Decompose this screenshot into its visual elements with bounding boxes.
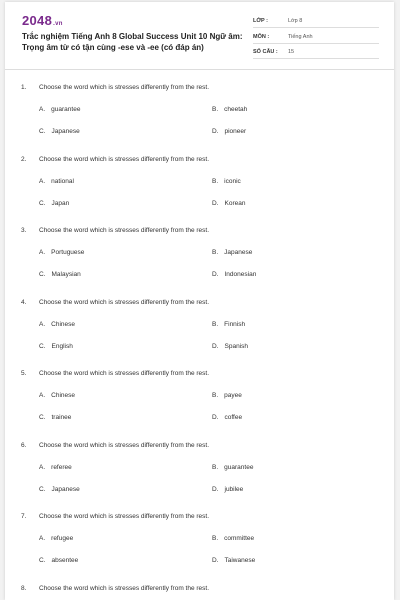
option-text: iconic xyxy=(224,177,241,185)
option-text: trainee xyxy=(51,414,72,421)
answer-option[interactable] xyxy=(212,343,248,350)
meta-subject-label: MÔN : xyxy=(253,34,270,40)
option-letter: B. xyxy=(212,106,219,113)
question-text: Choose the word which is stresses differently from the rest. xyxy=(39,84,210,91)
answer-option[interactable] xyxy=(39,271,81,278)
option-text: payee xyxy=(224,392,242,399)
meta-count-label: SỐ CÂU : xyxy=(253,49,278,55)
answer-option[interactable] xyxy=(212,414,242,421)
option-letter: A. xyxy=(39,106,46,113)
quiz-title: Trắc nghiệm Tiếng Anh 8 Global Success Unit 10 Ngữ âm: Trọng âm từ có tận cùng -ese và -ee (có đáp án) xyxy=(22,32,243,52)
quiz-header xyxy=(5,2,394,67)
question-text: Choose the word which is stresses differently from the rest. xyxy=(39,227,210,234)
meta-subject xyxy=(253,30,379,44)
header-divider xyxy=(5,69,394,70)
option-text: Japan xyxy=(51,199,70,207)
quiz-page xyxy=(5,2,394,600)
answer-option[interactable] xyxy=(212,200,245,207)
answer-option[interactable] xyxy=(212,392,242,399)
question-text: Choose the word which is stresses differently from the rest. xyxy=(39,370,210,377)
meta-class-label: LỚP : xyxy=(253,18,268,24)
option-letter: B. xyxy=(212,535,219,542)
option-letter: A. xyxy=(39,535,46,542)
question-text: Choose the word which is stresses differently from the rest. xyxy=(39,584,210,592)
answer-option[interactable] xyxy=(39,414,71,421)
answer-option[interactable] xyxy=(212,486,243,493)
option-letter: D. xyxy=(212,199,219,207)
option-letter: D. xyxy=(212,128,219,135)
option-letter: D. xyxy=(212,342,219,350)
question-number: 8. xyxy=(21,584,27,592)
site-logo[interactable] xyxy=(22,13,63,28)
question-number: 6. xyxy=(21,441,27,449)
logo-suffix: .vn xyxy=(53,21,63,27)
option-text: English xyxy=(51,342,73,350)
option-letter: C. xyxy=(39,414,46,421)
question-number: 7. xyxy=(21,513,27,520)
answer-option[interactable] xyxy=(212,464,253,471)
answer-option[interactable] xyxy=(212,321,245,328)
answer-option[interactable] xyxy=(39,557,78,564)
option-text: referee xyxy=(51,463,72,471)
option-text: Chinese xyxy=(51,320,76,328)
option-letter: B. xyxy=(212,177,219,185)
answer-option[interactable] xyxy=(39,392,75,399)
question-text: Choose the word which is stresses differently from the rest. xyxy=(39,298,210,306)
answer-option[interactable] xyxy=(212,271,256,278)
answer-option[interactable] xyxy=(212,178,241,185)
answer-option[interactable] xyxy=(39,128,80,135)
option-text: jubilee xyxy=(224,485,244,493)
question-text: Choose the word which is stresses differently from the rest. xyxy=(39,513,210,520)
option-letter: C. xyxy=(39,128,46,135)
option-letter: D. xyxy=(212,271,219,278)
option-letter: A. xyxy=(39,177,46,185)
logo-text: 2048 xyxy=(22,13,53,28)
question-number: 1. xyxy=(21,84,27,91)
option-text: Finnish xyxy=(224,320,246,328)
answer-option[interactable] xyxy=(39,200,69,207)
option-letter: B. xyxy=(212,249,219,256)
option-letter: A. xyxy=(39,392,46,399)
option-letter: D. xyxy=(212,414,219,421)
answer-option[interactable] xyxy=(212,249,252,256)
question-number: 4. xyxy=(21,298,27,306)
option-text: guarantee xyxy=(224,463,254,471)
option-letter: C. xyxy=(39,557,46,564)
option-text: Chinese xyxy=(51,392,76,399)
option-text: Spanish xyxy=(224,342,248,350)
option-letter: C. xyxy=(39,271,46,278)
answer-option[interactable] xyxy=(212,535,254,542)
answer-option[interactable] xyxy=(39,178,74,185)
question-number: 5. xyxy=(21,370,27,377)
answer-option[interactable] xyxy=(39,535,73,542)
option-text: cheetah xyxy=(224,106,248,113)
meta-count xyxy=(253,45,379,59)
option-text: pioneer xyxy=(224,128,247,135)
meta-class-value: Lớp 8 xyxy=(288,18,303,24)
answer-option[interactable] xyxy=(39,321,75,328)
option-text: Japanese xyxy=(51,485,80,493)
answer-option[interactable] xyxy=(39,343,73,350)
answer-option[interactable] xyxy=(212,106,247,113)
option-text: absentee xyxy=(51,557,79,564)
option-text: Taiwanese xyxy=(224,557,256,564)
option-letter: B. xyxy=(212,320,219,328)
option-letter: C. xyxy=(39,199,46,207)
question-number: 2. xyxy=(21,155,27,163)
option-text: Portuguese xyxy=(51,249,85,256)
option-text: refugee xyxy=(51,535,74,542)
option-letter: A. xyxy=(39,249,46,256)
answer-option[interactable] xyxy=(39,249,84,256)
question-text: Choose the word which is stresses differently from the rest. xyxy=(39,441,210,449)
answer-option[interactable] xyxy=(39,486,80,493)
answer-option[interactable] xyxy=(212,128,246,135)
option-text: coffee xyxy=(224,414,243,421)
option-letter: C. xyxy=(39,342,46,350)
question-number: 3. xyxy=(21,227,27,234)
option-letter: D. xyxy=(212,557,219,564)
option-text: guarantee xyxy=(51,106,81,113)
answer-option[interactable] xyxy=(39,464,72,471)
meta-subject-value: Tiếng Anh xyxy=(288,34,313,40)
option-letter: A. xyxy=(39,463,46,471)
option-letter: A. xyxy=(39,320,46,328)
answer-option[interactable] xyxy=(39,106,80,113)
option-text: Malaysian xyxy=(51,271,81,278)
option-text: Korean xyxy=(224,199,246,207)
option-text: committee xyxy=(224,535,255,542)
option-letter: C. xyxy=(39,485,46,493)
option-letter: B. xyxy=(212,463,219,471)
question-text: Choose the word which is stresses differently from the rest. xyxy=(39,155,210,163)
option-text: Indonesian xyxy=(224,271,257,278)
meta-count-value: 15 xyxy=(288,49,295,55)
option-text: Japanese xyxy=(51,128,80,135)
option-letter: D. xyxy=(212,485,219,493)
option-text: Japanese xyxy=(224,249,253,256)
answer-option[interactable] xyxy=(212,557,255,564)
option-text: national xyxy=(51,177,74,185)
meta-class xyxy=(253,14,379,28)
option-letter: B. xyxy=(212,392,219,399)
